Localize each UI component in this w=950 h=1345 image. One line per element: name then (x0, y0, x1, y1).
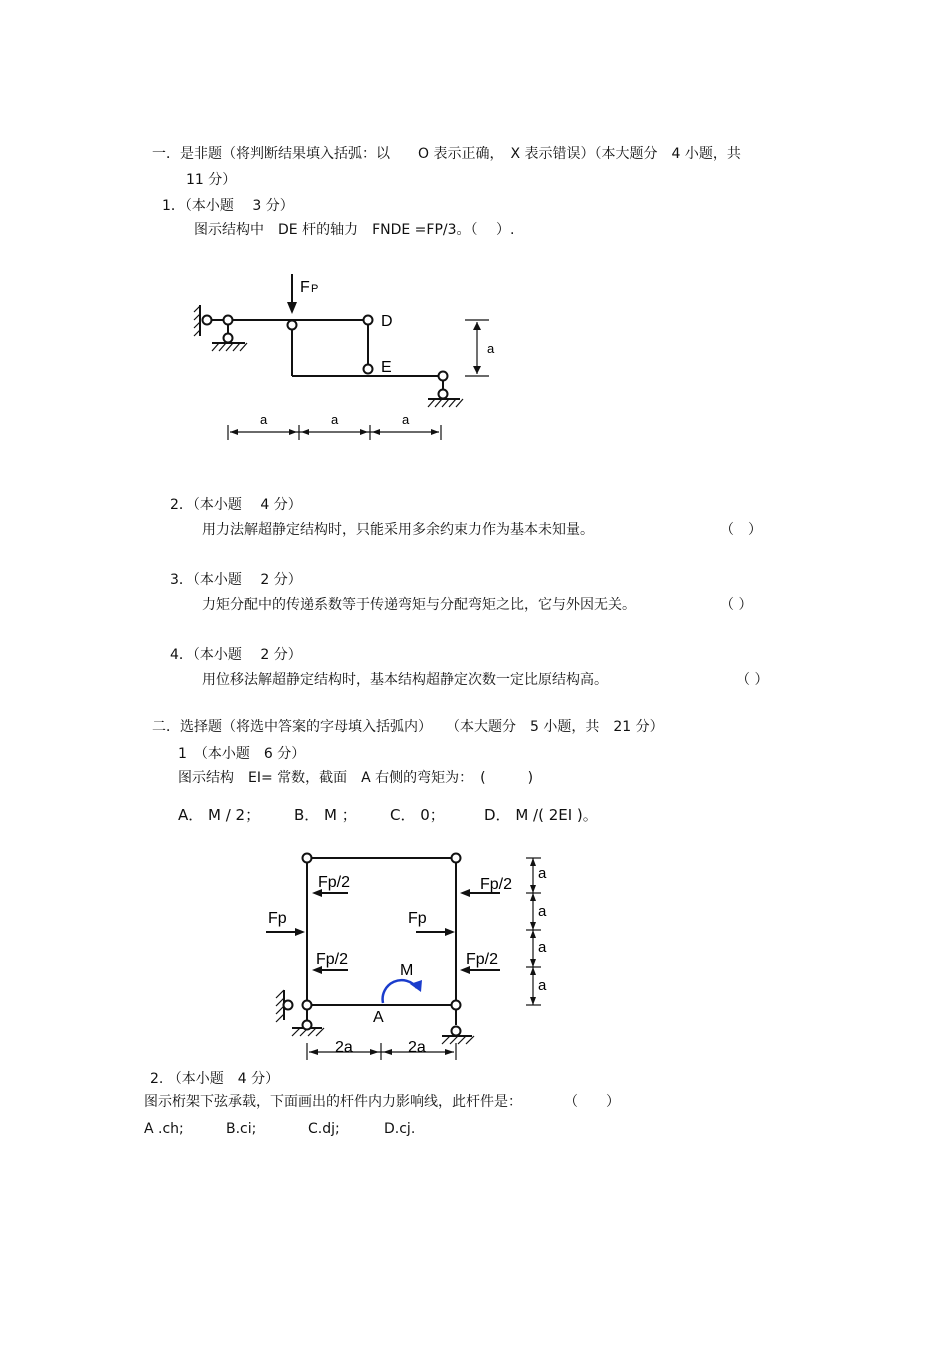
dim-a-1: a (538, 865, 547, 882)
dim-a-vertical: a (487, 341, 495, 356)
q1-label: 1．（本小题 3 分） (162, 198, 294, 214)
load-fp-right: Fp (408, 910, 427, 927)
s2-q2-option-d: D.cj. (384, 1121, 416, 1137)
load-fp2-bottom-left: Fp/2 (316, 951, 349, 968)
s2-q1-option-d: D． M /( 2EI )。 (484, 806, 598, 824)
s2-q2-option-b: B.ci; (226, 1121, 257, 1137)
section-a-label: A (373, 1009, 384, 1026)
load-fp2-bottom-right: Fp/2 (466, 951, 499, 968)
dim-a-3: a (538, 939, 547, 956)
q3-bracket: （ ） (720, 597, 753, 613)
load-fp-left: Fp (268, 910, 287, 927)
load-fp2-top-left: Fp/2 (318, 874, 351, 891)
s2-q2-label: 2. （本小题 4 分） (150, 1071, 280, 1087)
moment-m-label: M (400, 962, 414, 979)
node-e-label: E (381, 359, 392, 376)
s2-q1-option-c: C． 0； (390, 806, 445, 824)
q4-label: 4．（本小题 2 分） (170, 647, 302, 663)
load-fp2-top-right: Fp/2 (480, 876, 513, 893)
section2-heading: 二．选择题（将选中答案的字母填入括弧内） （本大题分 5 小题，共 21 分） (152, 719, 664, 735)
s2-q2-option-c: C.dj; (308, 1121, 340, 1137)
s2-q2-text: 图示桁架下弦承载，下面画出的杆件内力影响线，此杆件是： （ ） (144, 1094, 620, 1110)
q3-text: 力矩分配中的传递系数等于传递弯矩与分配弯矩之比，它与外因无关。 (202, 597, 636, 613)
q4-text: 用位移法解超静定结构时，基本结构超静定次数一定比原结构高。 (202, 672, 608, 688)
node-d-label: D (381, 313, 393, 330)
s2-q2-option-a: A .ch; (144, 1121, 184, 1137)
dim-a-1: a (260, 412, 268, 427)
q2-text: 用力法解超静定结构时，只能采用多余约束力作为基本未知量。 (202, 522, 594, 538)
dim-a-4: a (538, 977, 547, 994)
s2-q1-option-a: A． M / 2； (178, 806, 261, 824)
dim-a-3: a (402, 412, 410, 427)
fp-label: F (300, 279, 310, 296)
q1-text: 图示结构中 DE 杆的轴力 FNDE =FP/3。（ ）. (194, 222, 515, 238)
dim-2a-1: 2a (335, 1039, 353, 1056)
q4-bracket: （ ） (736, 672, 769, 688)
q3-label: 3．（本小题 2 分） (170, 572, 302, 588)
s2-q1-text: 图示结构 EI= 常数，截面 A 右侧的弯矩为： ( ) (178, 770, 534, 786)
fp-subscript: P (311, 283, 319, 295)
section1-heading-cont: 11 分） (186, 172, 237, 188)
dim-a-2: a (538, 903, 547, 920)
s2-q1-label: 1 （本小题 6 分） (178, 746, 306, 762)
q2-label: 2．（本小题 4 分） (170, 497, 302, 513)
dim-a-2: a (331, 412, 339, 427)
s2-q1-option-b: B． M ； (294, 806, 357, 824)
q2-bracket: （ ） (720, 522, 762, 538)
section1-heading: 一．是非题（将判断结果填入括弧：以 O 表示正确， X 表示错误）（本大题分 4 小题，共 (152, 146, 741, 162)
dim-2a-2: 2a (408, 1039, 426, 1056)
